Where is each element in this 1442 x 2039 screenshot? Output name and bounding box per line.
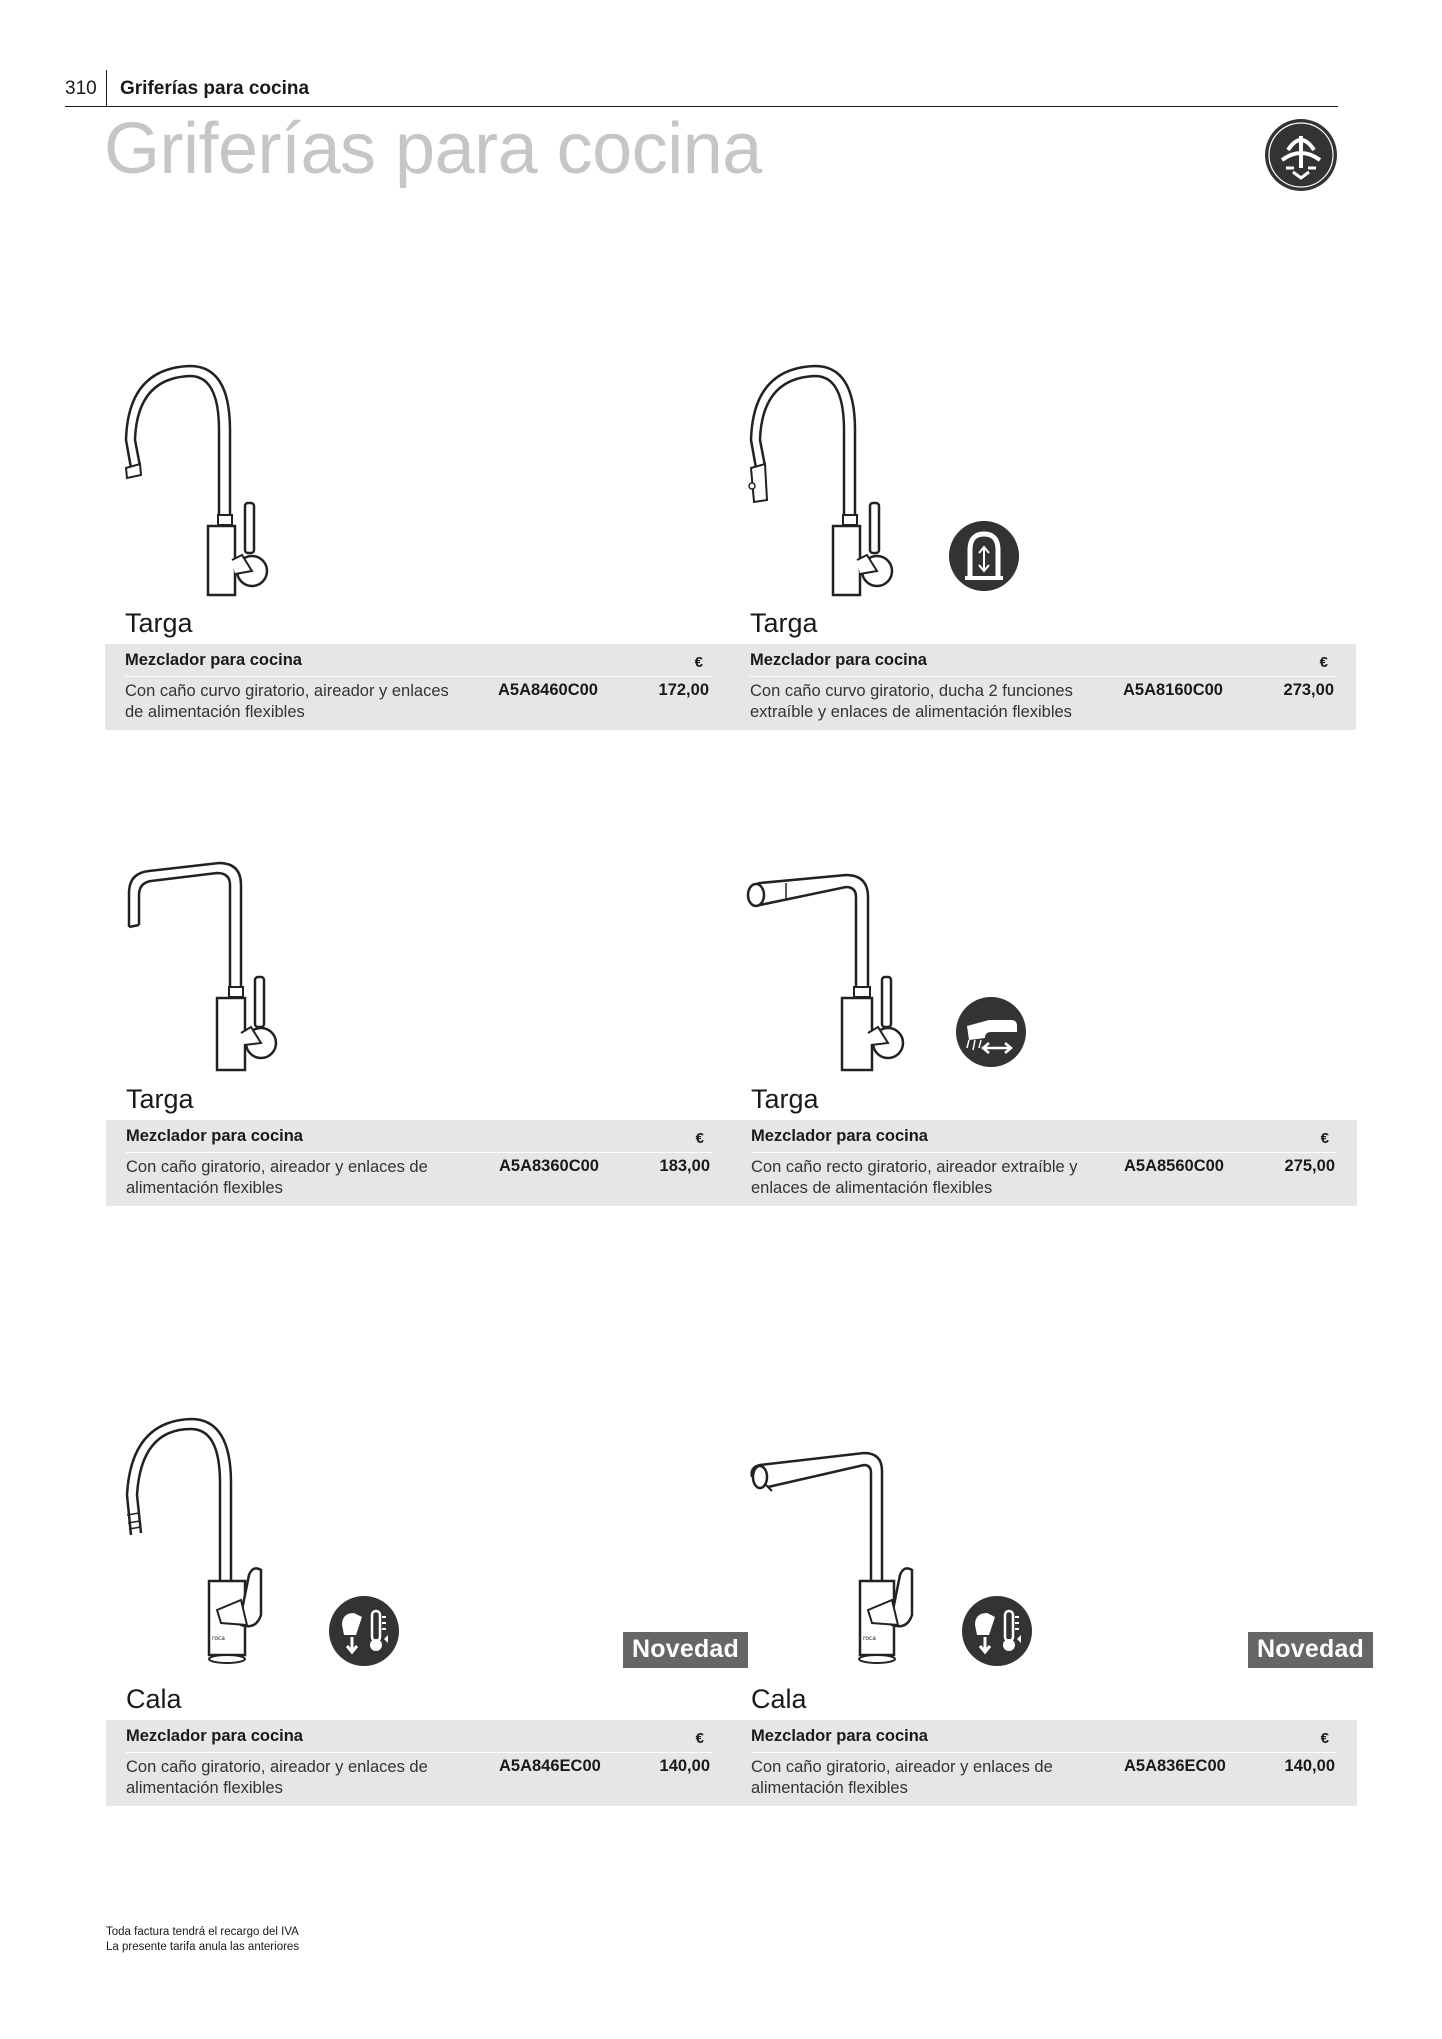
footer-notes [106,1925,299,1955]
pull-out-hose-icon [948,520,1020,592]
spec-table [105,644,731,730]
faucet-curved-illustration [120,360,360,610]
spec-divider [751,1152,1337,1153]
product-name: Targa [751,1084,819,1114]
product-price: 140,00 [1284,1757,1335,1775]
spec-divider [750,676,1336,677]
spec-table [730,644,1356,730]
product-price: 183,00 [659,1157,710,1175]
product-type: Mezclador para cocina [750,651,927,669]
product-type: Mezclador para cocina [125,651,302,669]
product-price: 140,00 [659,1757,710,1775]
product-card [731,850,1357,1210]
product-code: A5A8360C00 [499,1157,599,1175]
page-number: 310 [65,78,97,99]
spec-divider [751,1752,1337,1753]
spec-table [106,1120,732,1206]
currency-label: € [695,1730,704,1747]
pull-out-spray-icon [955,996,1027,1068]
svg-text:roca: roca [863,1635,876,1642]
product-name: Targa [126,1084,194,1114]
product-description: Con caño giratorio, aireador y enlaces de alimentación flexibles [751,1758,1053,1797]
product-card [730,350,1356,730]
product-type: Mezclador para cocina [126,1127,303,1145]
product-code: A5A8160C00 [1123,681,1223,699]
spec-table [106,1720,732,1806]
product-name: Targa [750,608,818,638]
cold-start-thermometer-icon [961,1595,1033,1667]
spec-table [731,1720,1357,1806]
svg-text:roca: roca [212,1635,225,1642]
currency-label: € [1320,1730,1329,1747]
product-description: Con caño giratorio, aireador y enlaces de alimentación flexibles [126,1758,428,1797]
product-code: A5A8460C00 [498,681,598,699]
kitchen-tap-spray-icon [1264,118,1338,192]
header-separator [106,70,107,106]
page-title: Griferías para cocina [104,109,762,189]
currency-label: € [694,654,703,671]
novedad-badge: Novedad [1248,1632,1373,1668]
product-name: Targa [125,608,193,638]
spec-divider [125,676,711,677]
product-name: Cala [126,1684,182,1714]
currency-label: € [1319,654,1328,671]
product-description: Con caño giratorio, aireador y enlaces de alimentación flexibles [126,1158,428,1197]
product-description: Con caño recto giratorio, aireador extraíble y enlaces de alimentación flexibles [751,1158,1078,1197]
product-code: A5A836EC00 [1124,1757,1226,1775]
footer-line: La presente tarifa anula las anteriores [106,1941,300,1953]
spec-divider [126,1152,712,1153]
currency-label: € [695,1130,704,1147]
product-price: 275,00 [1284,1157,1335,1175]
spec-divider [126,1752,712,1753]
spec-table [731,1120,1357,1206]
currency-label: € [1320,1130,1329,1147]
product-card [105,350,731,730]
product-type: Mezclador para cocina [751,1127,928,1145]
product-description: Con caño curvo giratorio, ducha 2 funciones extraíble y enlaces de alimentación flexibles [750,682,1073,721]
product-code: A5A846EC00 [499,1757,601,1775]
product-description: Con caño curvo giratorio, aireador y enlaces de alimentación flexibles [125,682,449,721]
faucet-angular-illustration [121,855,361,1085]
cold-start-thermometer-icon [328,1595,400,1667]
product-name: Cala [751,1684,807,1714]
faucet-straight-pullout-illustration [746,855,986,1085]
product-card [731,1410,1364,1810]
product-price: 172,00 [658,681,709,699]
footer-line: Toda factura tendrá el recargo del IVA [106,1926,299,1938]
header-section-title: Griferías para cocina [120,78,310,99]
header-rule [65,106,1338,107]
novedad-badge: Novedad [623,1632,748,1668]
product-type: Mezclador para cocina [126,1727,303,1745]
product-price: 273,00 [1283,681,1334,699]
product-card [106,850,732,1210]
product-card [106,1410,739,1810]
faucet-straight-illustration [746,1415,986,1675]
faucet-curved-illustration [121,1415,361,1675]
product-code: A5A8560C00 [1124,1157,1224,1175]
product-type: Mezclador para cocina [751,1727,928,1745]
